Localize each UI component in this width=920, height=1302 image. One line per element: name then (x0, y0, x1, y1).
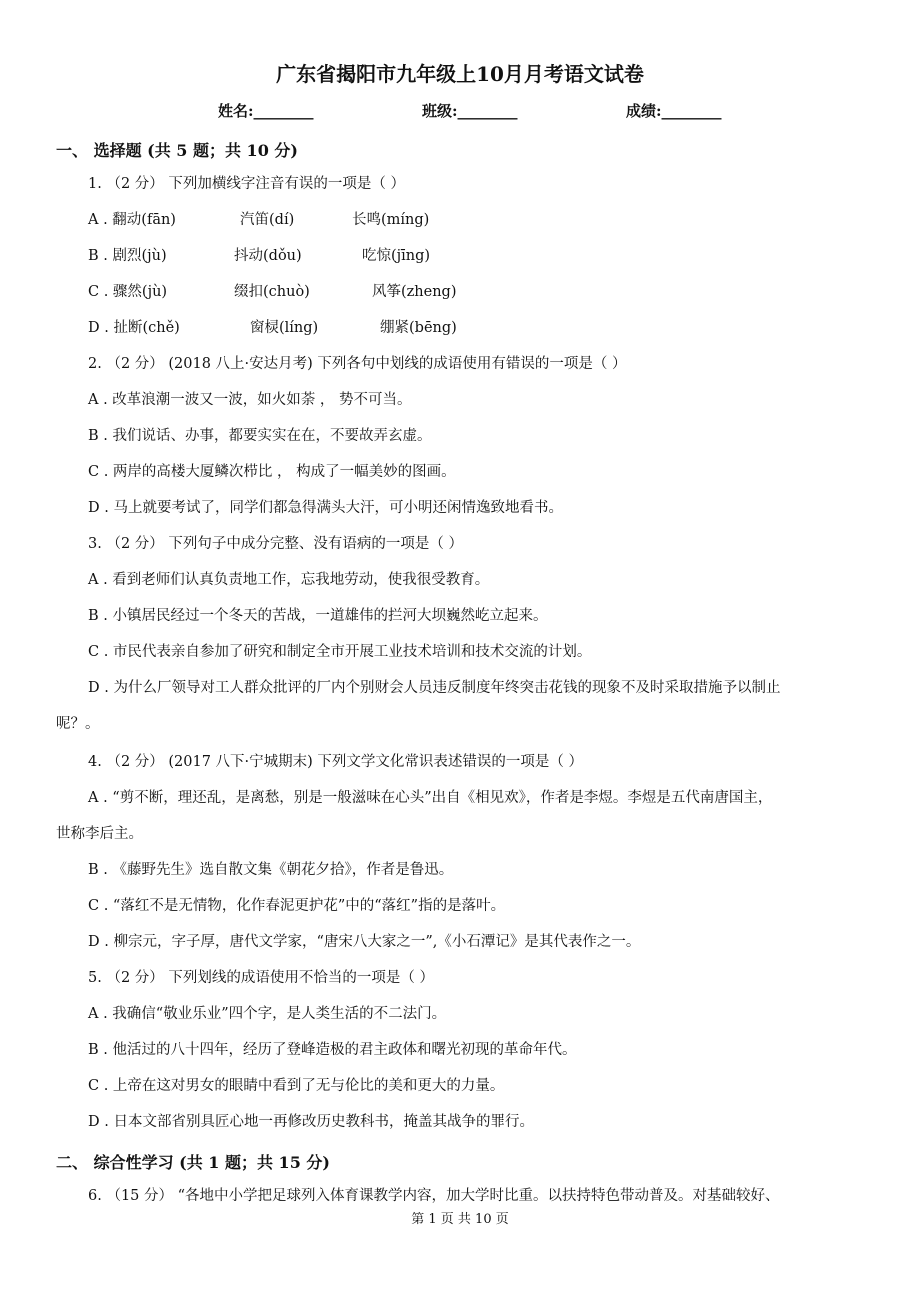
question-4-stem: 4. （2 分） (2017 八下·宁城期末) 下列文学文化常识表述错误的一项是（ ） (88, 754, 584, 770)
pinyin-item: 缀扣(chuò) (234, 284, 310, 300)
pinyin-item: 汽笛(dí) (240, 212, 295, 228)
question-1-option-b (88, 246, 430, 266)
score-field: 成绩:________ (626, 102, 722, 120)
pinyin-item: 抖动(dǒu) (234, 248, 302, 264)
question-3-option-d-continued: 呢？。 (56, 716, 100, 732)
question-1-option-a (88, 210, 429, 230)
pinyin-item: 长鸣(míng) (352, 212, 430, 228)
question-2-stem: 2. （2 分） (2018 八上·安达月考) 下列各句中划线的成语使用有错误的一项是（ ） (88, 356, 627, 372)
question-1-option-d (88, 318, 457, 338)
question-1-option-c (88, 282, 457, 302)
question-3-option-b: B . 小镇居民经过一个冬天的苦战，一道雄伟的拦河大坝巍然屹立起来。 (88, 608, 548, 624)
pinyin-item: 风筝(zheng) (372, 284, 457, 300)
question-3-stem: 3. （2 分） 下列句子中成分完整、没有语病的一项是（ ） (88, 536, 463, 552)
name-field: 姓名:________ (218, 102, 314, 120)
question-5-option-c: C . 上帝在这对男女的眼睛中看到了无与伦比的美和更大的力量。 (88, 1078, 505, 1094)
question-4-option-a-continued: 世称李后主。 (56, 826, 143, 842)
question-5-option-a: A . 我确信“敬业乐业”四个字，是人类生活的不二法门。 (88, 1006, 447, 1022)
section-1-title: 一、 选择题 (共 5 题；共 10 分) (56, 141, 298, 160)
pinyin-item: 吃惊(jīng) (362, 248, 431, 264)
question-3-option-a: A . 看到老师们认真负责地工作，忘我地劳动，使我很受教育。 (88, 572, 490, 588)
question-4-option-d: D . 柳宗元，字子厚，唐代文学家，“唐宋八大家之一”,《小石潭记》是其代表作之一。 (88, 934, 641, 950)
class-field: 班级:________ (422, 102, 518, 120)
pinyin-item: B . 剧烈(jù) (88, 248, 167, 264)
question-4-option-a: A . “剪不断，理还乱，是离愁，别是一般滋味在心头”出自《相见欢》，作者是李煜。李煜是五代南唐国主， (88, 790, 773, 806)
page-number: 第 1 页 共 10 页 (411, 1212, 509, 1227)
question-2-option-c: C . 两岸的高楼大厦鳞次栉比 ， 构成了一幅美妙的图画。 (88, 464, 456, 480)
section-2-title: 二、 综合性学习 (共 1 题；共 15 分) (56, 1153, 330, 1172)
question-4-option-c: C . “落红不是无情物，化作春泥更护花”中的“落红”指的是落叶。 (88, 898, 506, 914)
pinyin-item: A . 翻动(fān) (88, 212, 176, 228)
question-2-option-d: D . 马上就要考试了，同学们都急得满头大汗，可小明还闲情逸致地看书。 (88, 500, 563, 516)
question-3-option-c: C . 市民代表亲自参加了研究和制定全市开展工业技术培训和技术交流的计划。 (88, 644, 592, 660)
pinyin-item: 绷紧(bēng) (380, 320, 457, 336)
pinyin-item: 窗棂(líng) (250, 320, 319, 336)
question-5-option-d: D . 日本文部省别具匠心地一再修改历史教科书，掩盖其战争的罪行。 (88, 1114, 534, 1130)
question-1-stem: 1. （2 分） 下列加横线字注音有误的一项是（ ） (88, 176, 405, 192)
question-2-option-b: B . 我们说话、办事，都要实实在在，不要故弄玄虚。 (88, 428, 432, 444)
question-2-option-a: A . 改革浪潮一波又一波，如火如荼 ， 势不可当。 (88, 392, 412, 408)
question-6-stem: 6. （15 分） “各地中小学把足球列入体育课教学内容，加大学时比重。以扶持特色带动普及。对基础较好、 (88, 1188, 780, 1204)
question-4-option-b: B . 《藤野先生》选自散文集《朝花夕拾》，作者是鲁迅。 (88, 862, 454, 878)
pinyin-item: C . 骤然(jù) (88, 284, 168, 300)
question-5-stem: 5. （2 分） 下列划线的成语使用不恰当的一项是（ ） (88, 970, 434, 986)
question-5-option-b: B . 他活过的八十四年，经历了登峰造极的君主政体和曙光初现的革命年代。 (88, 1042, 577, 1058)
exam-title: 广东省揭阳市九年级上10月月考语文试卷 (276, 62, 644, 86)
pinyin-item: D . 扯断(chě) (88, 320, 180, 336)
question-3-option-d: D . 为什么厂领导对工人群众批评的厂内个别财会人员违反制度年终突击花钱的现象不及时采取措施予以制止 (88, 680, 781, 696)
